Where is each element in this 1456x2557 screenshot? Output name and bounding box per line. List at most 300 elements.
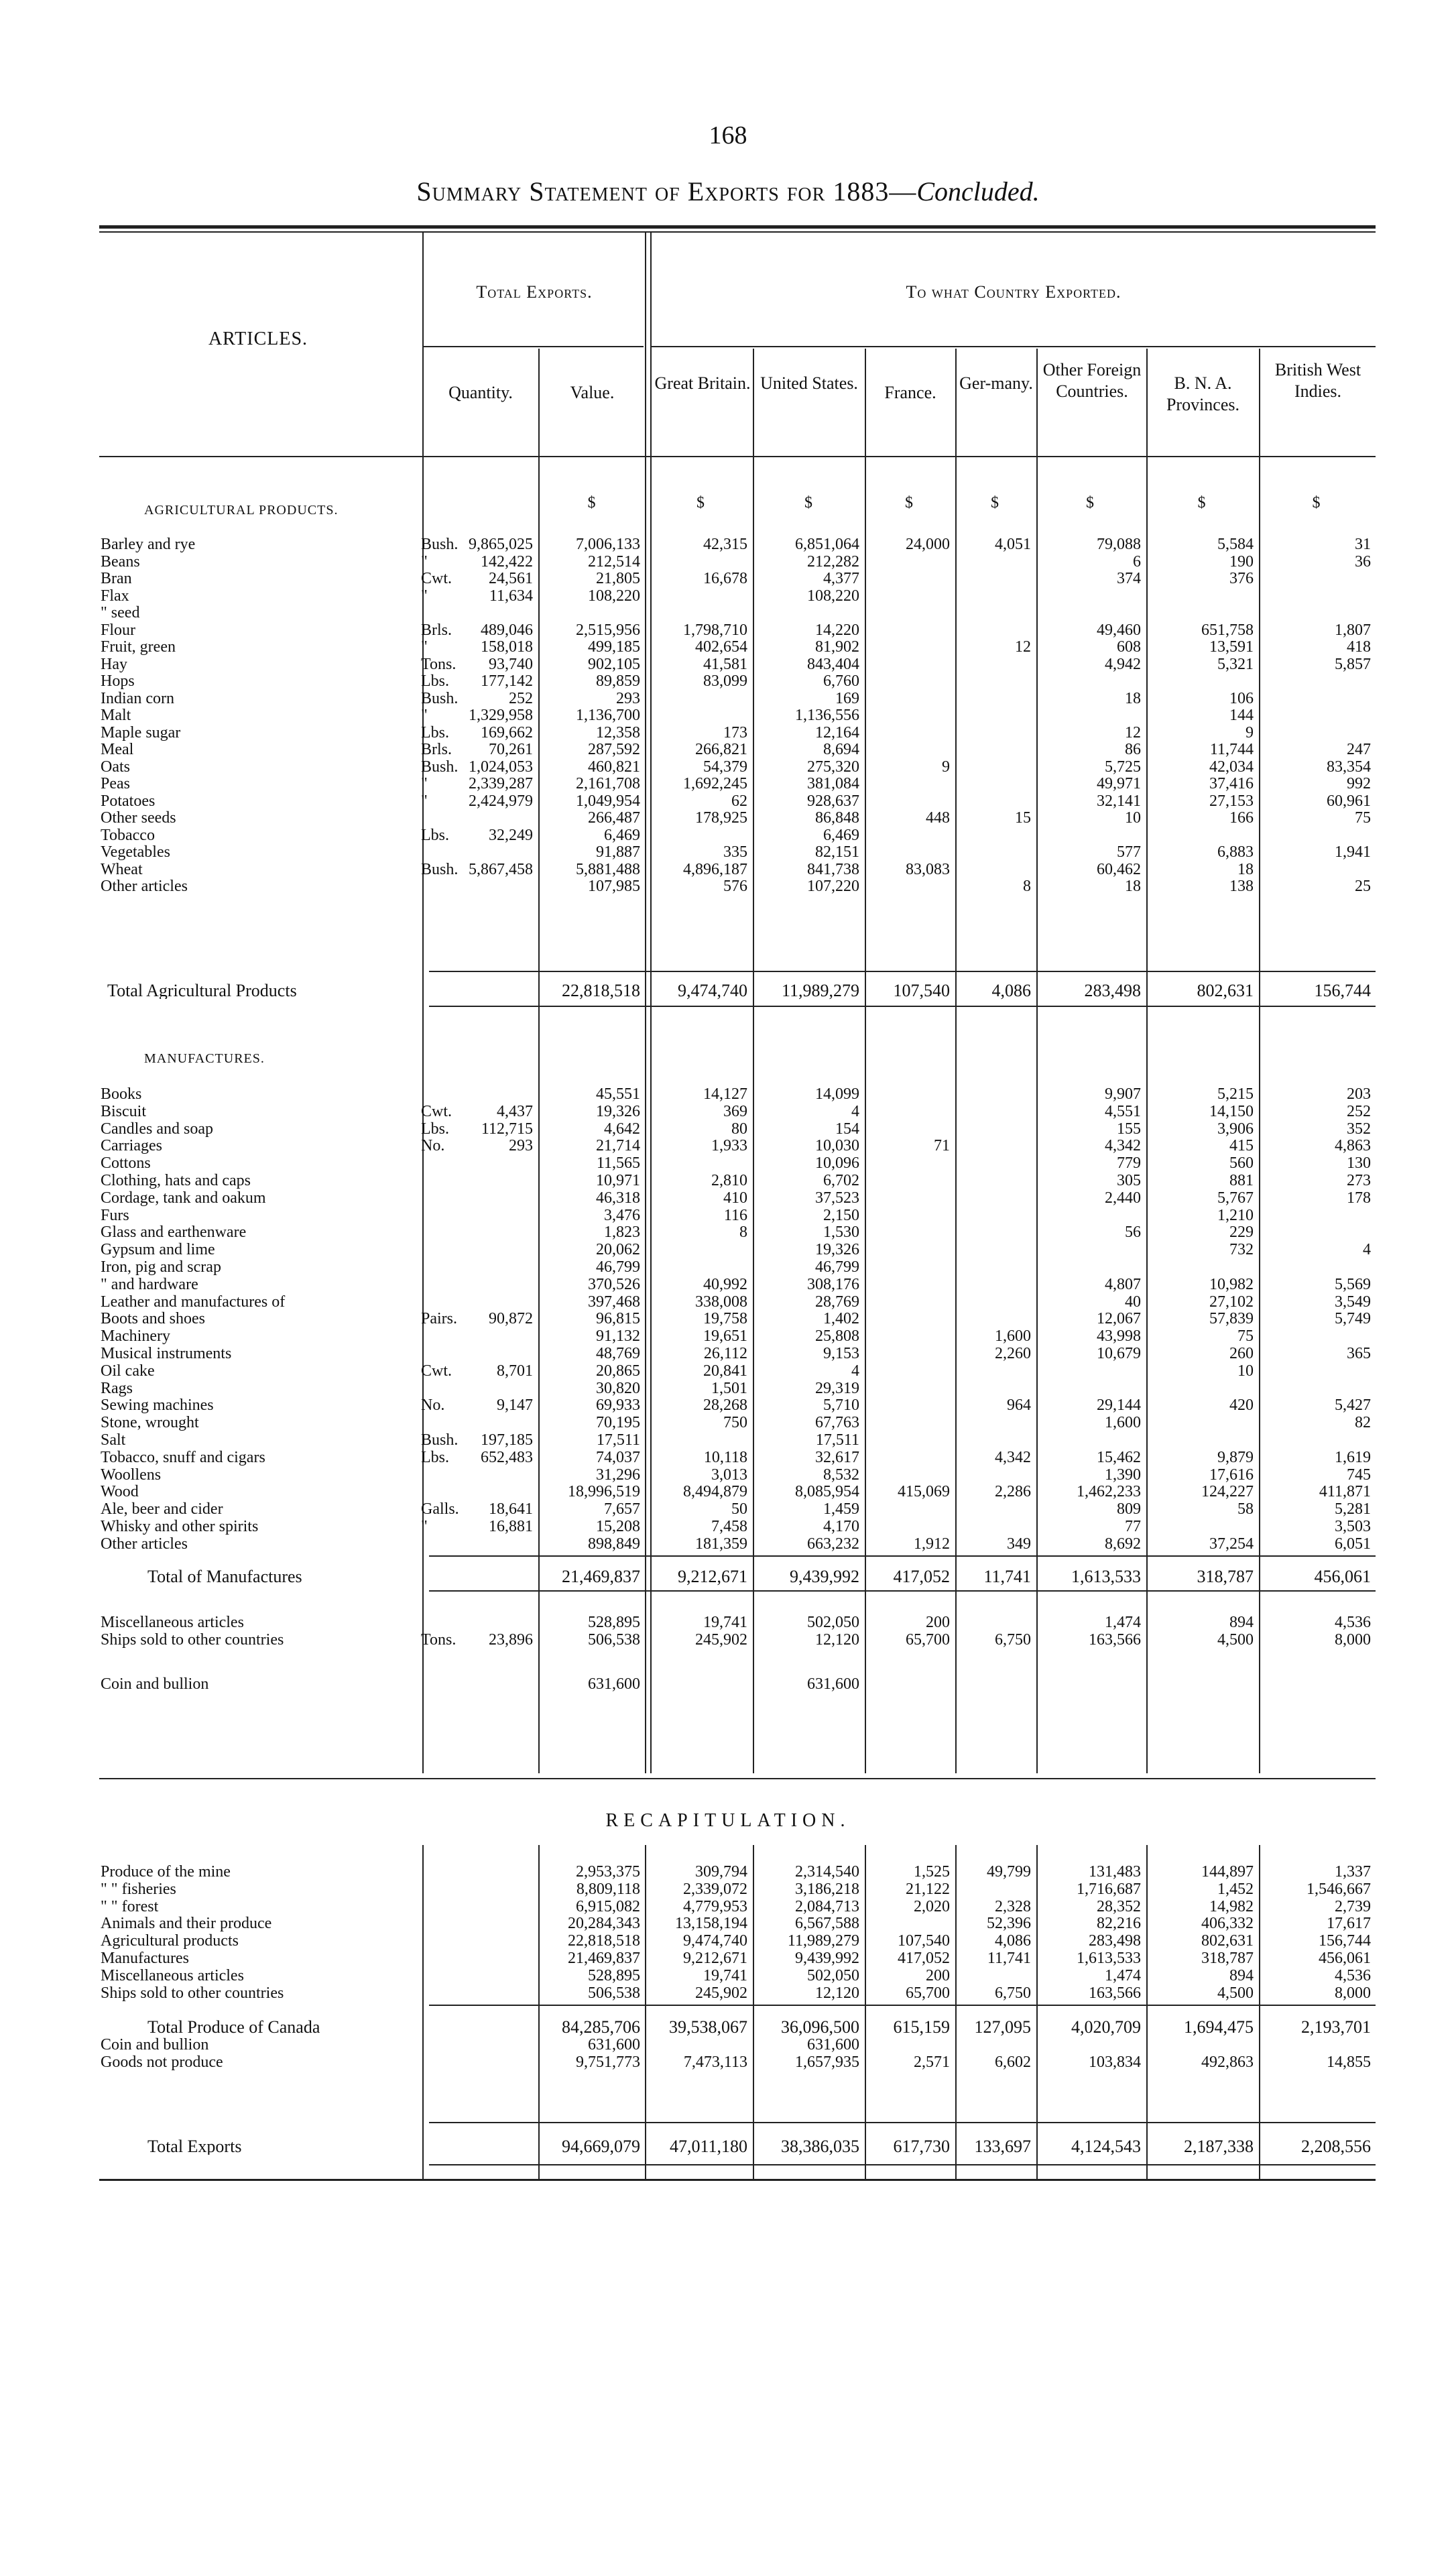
article-name: " seed <box>101 605 140 621</box>
table-row <box>101 1519 1374 1535</box>
cell-value: 14,150 <box>1209 1102 1254 1120</box>
cell-value: 305 <box>1117 1172 1141 1189</box>
total-row <box>101 983 1374 999</box>
cell-value: 802,631 <box>1197 981 1254 1000</box>
table-row <box>101 1484 1374 1500</box>
cell-value: 75 <box>1237 1327 1254 1346</box>
unit: No. <box>421 1396 445 1415</box>
cell-value: 82,216 <box>1097 1915 1141 1933</box>
cell-value: 1,210 <box>1217 1206 1254 1224</box>
cell-value: 22,818,518 <box>568 1932 640 1950</box>
unit: Lbs. <box>421 826 449 844</box>
cell-value: 1,459 <box>823 1500 859 1519</box>
article-name: Miscellaneous articles <box>101 1967 244 1984</box>
cell-value: 809 <box>1117 1500 1141 1519</box>
table-row <box>101 622 1374 638</box>
cell-value: 4 <box>851 1102 859 1120</box>
cell-value: 3,013 <box>711 1466 747 1484</box>
cell-value: 10,971 <box>596 1172 640 1189</box>
cell-value: 16,881 <box>489 1518 533 1535</box>
cell-value: 14,982 <box>1209 1897 1254 1915</box>
table-row <box>101 1363 1374 1379</box>
cell-value: 57,839 <box>1209 1310 1254 1328</box>
cell-value: 169,662 <box>481 723 533 741</box>
header-value: Value. <box>570 383 615 402</box>
cell-value: 16,678 <box>703 570 747 587</box>
cell-value: 417,052 <box>893 1567 950 1586</box>
cell-value: 25,808 <box>815 1327 859 1346</box>
article-name: Ships sold to other countries <box>101 1632 284 1648</box>
table-row <box>101 1190 1374 1206</box>
article-name: Barley and rye <box>101 536 196 552</box>
cell-value: 8,809,118 <box>576 1880 640 1898</box>
unit: " <box>421 638 428 656</box>
cell-value: 318,787 <box>1201 1950 1254 1967</box>
unit: Bush. <box>421 689 459 707</box>
article-name: Candles and soap <box>101 1120 213 1137</box>
cell-value: 24,000 <box>906 536 950 553</box>
cell-value: 12,358 <box>596 723 640 741</box>
cell-value: 10,679 <box>1097 1345 1141 1362</box>
cell-value: 335 <box>723 843 747 861</box>
cell-value: 1,501 <box>711 1379 747 1397</box>
cell-value: 32,141 <box>1097 792 1141 810</box>
header-germany: Ger-many. <box>959 373 1033 393</box>
header-france: France. <box>884 383 936 402</box>
cell-value: 309,794 <box>695 1863 747 1881</box>
cell-value: 4,779,953 <box>683 1897 747 1915</box>
cell-value: 11,989,279 <box>787 1932 859 1950</box>
cell-value: 3,476 <box>604 1206 640 1224</box>
cell-value: 212,514 <box>588 552 640 571</box>
article-name: Oats <box>101 758 130 775</box>
cell-value: 2,515,956 <box>576 621 640 639</box>
cell-value: 10 <box>1237 1362 1254 1380</box>
article-name: Ale, beer and cider <box>101 1501 223 1518</box>
cell-value: 4,124,543 <box>1071 2137 1141 2156</box>
cell-value: 107,540 <box>898 1932 950 1950</box>
cell-value: 81,902 <box>815 638 859 656</box>
cell-value: 2,953,375 <box>576 1863 640 1881</box>
article-name: Glass and earthenware <box>101 1224 247 1241</box>
cell-value: 1,807 <box>1335 621 1371 639</box>
cell-value: 352 <box>1347 1120 1371 1138</box>
table-row <box>101 691 1374 707</box>
cell-value: 964 <box>1007 1396 1031 1415</box>
article-name: Boots and shoes <box>101 1311 205 1327</box>
cell-value: 6 <box>1133 552 1141 571</box>
article-name: Potatoes <box>101 792 156 809</box>
article-name: Animals and their produce <box>101 1915 272 1932</box>
cell-value: 15,462 <box>1097 1448 1141 1466</box>
table-row <box>101 1259 1374 1275</box>
cell-value: 779 <box>1117 1154 1141 1173</box>
cell-value: 1,941 <box>1335 843 1371 861</box>
cell-value: 338,008 <box>695 1293 747 1311</box>
cell-value: 6,750 <box>995 1984 1031 2002</box>
table-row <box>101 1632 1374 1648</box>
cell-value: 6,851,064 <box>795 536 859 553</box>
cell-value: 90,872 <box>489 1310 533 1328</box>
cell-value: 155 <box>1117 1120 1141 1138</box>
cell-value: 631,600 <box>588 2036 640 2054</box>
cell-value: 2,328 <box>995 1897 1031 1915</box>
cell-value: 62 <box>731 792 747 810</box>
cell-value: 19,651 <box>703 1327 747 1346</box>
cell-value: 7,458 <box>711 1518 747 1535</box>
cell-value: 1,525 <box>914 1863 950 1881</box>
cell-value: 9,907 <box>1105 1085 1141 1103</box>
cell-value: 70,261 <box>489 741 533 758</box>
cell-value: 36 <box>1355 552 1371 571</box>
cell-value: 9,474,740 <box>683 1932 747 1950</box>
unit: " <box>421 792 428 810</box>
article-name: Ships sold to other countries <box>101 1984 284 2001</box>
unit: Bush. <box>421 860 459 878</box>
section-recapitulation: RECAPITULATION. <box>605 1810 851 1831</box>
cell-value: 4 <box>851 1362 859 1380</box>
cell-value: 41,581 <box>703 655 747 673</box>
cell-value: 65,700 <box>906 1631 950 1649</box>
cell-value: 5,749 <box>1335 1310 1371 1328</box>
cell-value: 79,088 <box>1097 536 1141 553</box>
table-row <box>101 725 1374 741</box>
table-row <box>101 588 1374 604</box>
cell-value: 1,933 <box>711 1137 747 1155</box>
cell-value: 21,714 <box>596 1137 640 1155</box>
top-rule-thin <box>99 231 1376 233</box>
total-row <box>101 2139 1374 2155</box>
cell-value: 144 <box>1229 707 1254 724</box>
cell-value: 9,474,740 <box>678 981 747 1000</box>
cell-value: 12,120 <box>815 1984 859 2002</box>
cell-value: 107,220 <box>807 878 859 895</box>
article-name: Flax <box>101 587 129 604</box>
cell-value: 5,867,458 <box>469 860 533 878</box>
total-rule <box>429 1590 1376 1592</box>
article-name: Total Exports <box>147 2139 242 2155</box>
cell-value: 528,895 <box>588 1966 640 1984</box>
cell-value: 19,326 <box>596 1102 640 1120</box>
cell-value: 2,440 <box>1105 1189 1141 1207</box>
cell-value: 9 <box>942 758 950 776</box>
total-rule <box>429 1555 1376 1557</box>
header-united-states: United States. <box>760 373 858 393</box>
cell-value: 266,487 <box>588 809 640 827</box>
cell-value: 8,532 <box>823 1466 859 1484</box>
cell-value: 4,500 <box>1217 1984 1254 2002</box>
cell-value: 133,697 <box>974 2137 1031 2156</box>
cell-value: 20,841 <box>703 1362 747 1380</box>
cell-value: 8,692 <box>1105 1535 1141 1553</box>
cell-value: 9,439,992 <box>790 1567 859 1586</box>
cell-value: 127,095 <box>974 2017 1031 2037</box>
cell-value: 83,099 <box>703 672 747 690</box>
cell-value: 9,751,773 <box>576 2054 640 2071</box>
cell-value: 415,069 <box>898 1483 950 1501</box>
cell-value: 2,339,072 <box>683 1880 747 1898</box>
article-name: Rags <box>101 1380 133 1396</box>
cell-value: 528,895 <box>588 1614 640 1631</box>
article-name: Malt <box>101 707 131 723</box>
table-row <box>101 1380 1374 1396</box>
cell-value: 49,799 <box>987 1863 1031 1881</box>
table-row <box>101 844 1374 860</box>
cell-value: 5,281 <box>1335 1500 1371 1519</box>
table-row <box>101 1346 1374 1362</box>
table-row <box>101 810 1374 826</box>
cell-value: 420 <box>1229 1396 1254 1415</box>
cell-value: 3,186,218 <box>795 1880 859 1898</box>
article-name: " " forest <box>101 1898 159 1915</box>
header-bottom-rule <box>99 456 1376 457</box>
cell-value: 25 <box>1355 878 1371 895</box>
cell-value: 631,600 <box>807 2036 859 2054</box>
top-rule <box>99 225 1376 229</box>
cell-value: 1,546,667 <box>1307 1880 1371 1898</box>
article-name: Fruit, green <box>101 639 176 655</box>
recap-rule <box>99 1778 1376 1779</box>
cell-value: 169 <box>835 689 859 707</box>
cell-value: 156,744 <box>1314 981 1371 1000</box>
cell-value: 32,617 <box>815 1448 859 1466</box>
cell-value: 381,084 <box>807 775 859 792</box>
cell-value: 894 <box>1229 1966 1254 1984</box>
table-row <box>101 1415 1374 1431</box>
cell-value: 1,716,687 <box>1077 1880 1141 1898</box>
cell-value: 14,099 <box>815 1085 859 1103</box>
cell-value: 42,034 <box>1209 758 1254 776</box>
table-row <box>101 2037 1374 2053</box>
unit: Cwt. <box>421 570 452 587</box>
cell-value: 1,474 <box>1105 1614 1141 1631</box>
cell-value: 2,286 <box>995 1483 1031 1501</box>
title-main: Summary Statement of Exports for 1883— <box>416 176 917 206</box>
article-name: Maple sugar <box>101 724 181 741</box>
cell-value: 54,379 <box>703 758 747 776</box>
cell-value: 163,566 <box>1089 1631 1141 1649</box>
section-agricultural: AGRICULTURAL PRODUCTS. <box>144 503 339 518</box>
cell-value: 9,212,671 <box>683 1950 747 1967</box>
article-name: Tobacco <box>101 827 155 843</box>
article-name: Coin and bullion <box>101 2037 209 2053</box>
unit: " <box>421 552 428 571</box>
cell-value: 651,758 <box>1201 621 1254 639</box>
cell-value: 49,971 <box>1097 775 1141 792</box>
cell-value: 349 <box>1007 1535 1031 1553</box>
article-name: Iron, pig and scrap <box>101 1259 221 1275</box>
cell-value: 74,037 <box>596 1448 640 1466</box>
cell-value: 4,863 <box>1335 1137 1371 1155</box>
cell-value: 283,498 <box>1089 1932 1141 1950</box>
cell-value: 252 <box>1347 1102 1371 1120</box>
table-row <box>101 1086 1374 1102</box>
cell-value: 5,857 <box>1335 655 1371 673</box>
cell-value: 1,619 <box>1335 1448 1371 1466</box>
cell-value: 70,195 <box>596 1414 640 1432</box>
table-row <box>101 1449 1374 1466</box>
cell-value: 46,799 <box>596 1258 640 1276</box>
table-row <box>101 1242 1374 1258</box>
cell-value: 2,208,556 <box>1301 2137 1371 2156</box>
cell-value: 5,427 <box>1335 1396 1371 1415</box>
table-row <box>101 1968 1374 1984</box>
table-row <box>101 1328 1374 1344</box>
cell-value: 93,740 <box>489 655 533 673</box>
cell-value: 2,187,338 <box>1184 2137 1254 2156</box>
cell-value: 4,807 <box>1105 1275 1141 1293</box>
cell-value: 992 <box>1347 775 1371 792</box>
total-rule <box>429 2164 1376 2165</box>
cell-value: 203 <box>1347 1085 1371 1103</box>
cell-value: 1,694,475 <box>1184 2017 1254 2037</box>
table-row <box>101 1173 1374 1189</box>
cell-value: 52,396 <box>987 1915 1031 1933</box>
unit: Lbs. <box>421 723 449 741</box>
cell-value: 28,268 <box>703 1396 747 1415</box>
cell-value: 8 <box>1023 878 1031 895</box>
cell-value: 178,925 <box>695 809 747 827</box>
cell-value: 5,725 <box>1105 758 1141 776</box>
cell-value: 7,006,133 <box>576 536 640 553</box>
unit: Bush. <box>421 1431 459 1449</box>
cell-value: 732 <box>1229 1241 1254 1259</box>
cell-value: 21,122 <box>906 1880 950 1898</box>
cell-value: 12,164 <box>815 723 859 741</box>
total-row <box>101 1569 1374 1585</box>
table-row <box>101 1294 1374 1310</box>
cell-value: 417,052 <box>898 1950 950 1967</box>
cell-value: 6,602 <box>995 2054 1031 2071</box>
cell-value: 1,692,245 <box>683 775 747 792</box>
cell-value: 156,744 <box>1319 1932 1371 1950</box>
cell-value: 245,902 <box>695 1631 747 1649</box>
page-title <box>0 176 1456 207</box>
cell-value: 652,483 <box>481 1448 533 1466</box>
cell-value: 406,332 <box>1201 1915 1254 1933</box>
cell-value: 1,329,958 <box>469 707 533 724</box>
cell-value: 293 <box>616 689 640 707</box>
article-name: Bran <box>101 571 132 587</box>
cell-value: 5,321 <box>1217 655 1254 673</box>
total-rule <box>429 1006 1376 1007</box>
cell-value: 142,422 <box>481 552 533 571</box>
table-row <box>101 656 1374 672</box>
article-name: Flour <box>101 621 136 638</box>
article-name: Other articles <box>101 1535 188 1552</box>
cell-value: 2,150 <box>823 1206 859 1224</box>
cell-value: 29,319 <box>815 1379 859 1397</box>
cell-value: 6,051 <box>1335 1535 1371 1553</box>
cell-value: 17,511 <box>596 1431 640 1449</box>
cell-value: 266,821 <box>695 741 747 758</box>
article-name: Vegetables <box>101 844 170 860</box>
total-exports-rule <box>422 346 644 347</box>
table-row <box>101 1676 1374 1692</box>
cell-value: 2,020 <box>914 1897 950 1915</box>
article-name: Total of Manufactures <box>147 1569 302 1585</box>
cell-value: 843,404 <box>807 655 859 673</box>
article-name: Biscuit <box>101 1103 147 1120</box>
cell-value: 489,046 <box>481 621 533 639</box>
cell-value: 18 <box>1125 689 1141 707</box>
cell-value: 20,062 <box>596 1241 640 1259</box>
cell-value: 69,933 <box>596 1396 640 1415</box>
cell-value: 1,049,954 <box>576 792 640 810</box>
cell-value: 83,354 <box>1327 758 1371 776</box>
table-row <box>101 1104 1374 1120</box>
cell-value: 19,326 <box>815 1241 859 1259</box>
cell-value: 2,424,979 <box>469 792 533 810</box>
cell-value: 173 <box>723 723 747 741</box>
table-row <box>101 1155 1374 1171</box>
cell-value: 841,738 <box>807 860 859 878</box>
cell-value: 11,634 <box>489 587 533 605</box>
cell-value: 898,849 <box>588 1535 640 1553</box>
cell-value: 9 <box>1246 723 1254 741</box>
cell-value: 1,337 <box>1335 1863 1371 1881</box>
unit: Cwt. <box>421 1362 452 1380</box>
table-row <box>101 1467 1374 1483</box>
cell-value: 94,669,079 <box>562 2137 640 2156</box>
cell-value: 8,000 <box>1335 1631 1371 1649</box>
cell-value: 84,285,706 <box>562 2017 640 2037</box>
cell-value: 4,536 <box>1335 1614 1371 1631</box>
cell-value: 365 <box>1347 1345 1371 1362</box>
cell-value: 48,769 <box>596 1345 640 1362</box>
cell-value: 9,865,025 <box>469 536 533 553</box>
cell-value: 20,284,343 <box>568 1915 640 1933</box>
table-row <box>101 827 1374 843</box>
article-name: Books <box>101 1086 142 1102</box>
cell-value: 456,061 <box>1319 1950 1371 1967</box>
cell-value: 9,439,992 <box>795 1950 859 1967</box>
article-name: Leather and manufactures of <box>101 1293 286 1310</box>
cell-value: 615,159 <box>893 2017 950 2037</box>
cell-value: 418 <box>1347 638 1371 656</box>
cell-value: 10,030 <box>815 1137 859 1155</box>
cell-value: 200 <box>926 1966 950 1984</box>
article-name: Hay <box>101 656 127 672</box>
cell-value: 5,767 <box>1217 1189 1254 1207</box>
section-manufactures: MANUFACTURES. <box>144 1051 265 1066</box>
cell-value: 77 <box>1125 1518 1141 1535</box>
cell-value: 49,460 <box>1097 621 1141 639</box>
cell-value: 18 <box>1125 878 1141 895</box>
article-name: Gypsum and lime <box>101 1242 215 1258</box>
cell-value: 200 <box>926 1614 950 1631</box>
cell-value: 4 <box>1363 1241 1371 1259</box>
cell-value: 608 <box>1117 638 1141 656</box>
article-name: Clothing, hats and caps <box>101 1173 251 1189</box>
cell-value: 577 <box>1117 843 1141 861</box>
cell-value: 10,096 <box>815 1154 859 1173</box>
cell-value: 229 <box>1229 1224 1254 1242</box>
country-rule <box>652 346 1376 347</box>
table-row <box>101 673 1374 689</box>
cell-value: 4,086 <box>991 981 1031 1000</box>
cell-value: 12,067 <box>1097 1310 1141 1328</box>
cell-value: 37,416 <box>1209 775 1254 792</box>
table-row <box>101 2054 1374 2070</box>
article-name: Salt <box>101 1432 126 1448</box>
cell-value: 1,390 <box>1105 1466 1141 1484</box>
cell-value: 4,342 <box>1105 1137 1141 1155</box>
currency-symbol: $ <box>587 494 596 512</box>
cell-value: 14,855 <box>1327 2054 1371 2071</box>
table-row <box>101 1311 1374 1327</box>
cell-value: 4,437 <box>497 1102 533 1120</box>
